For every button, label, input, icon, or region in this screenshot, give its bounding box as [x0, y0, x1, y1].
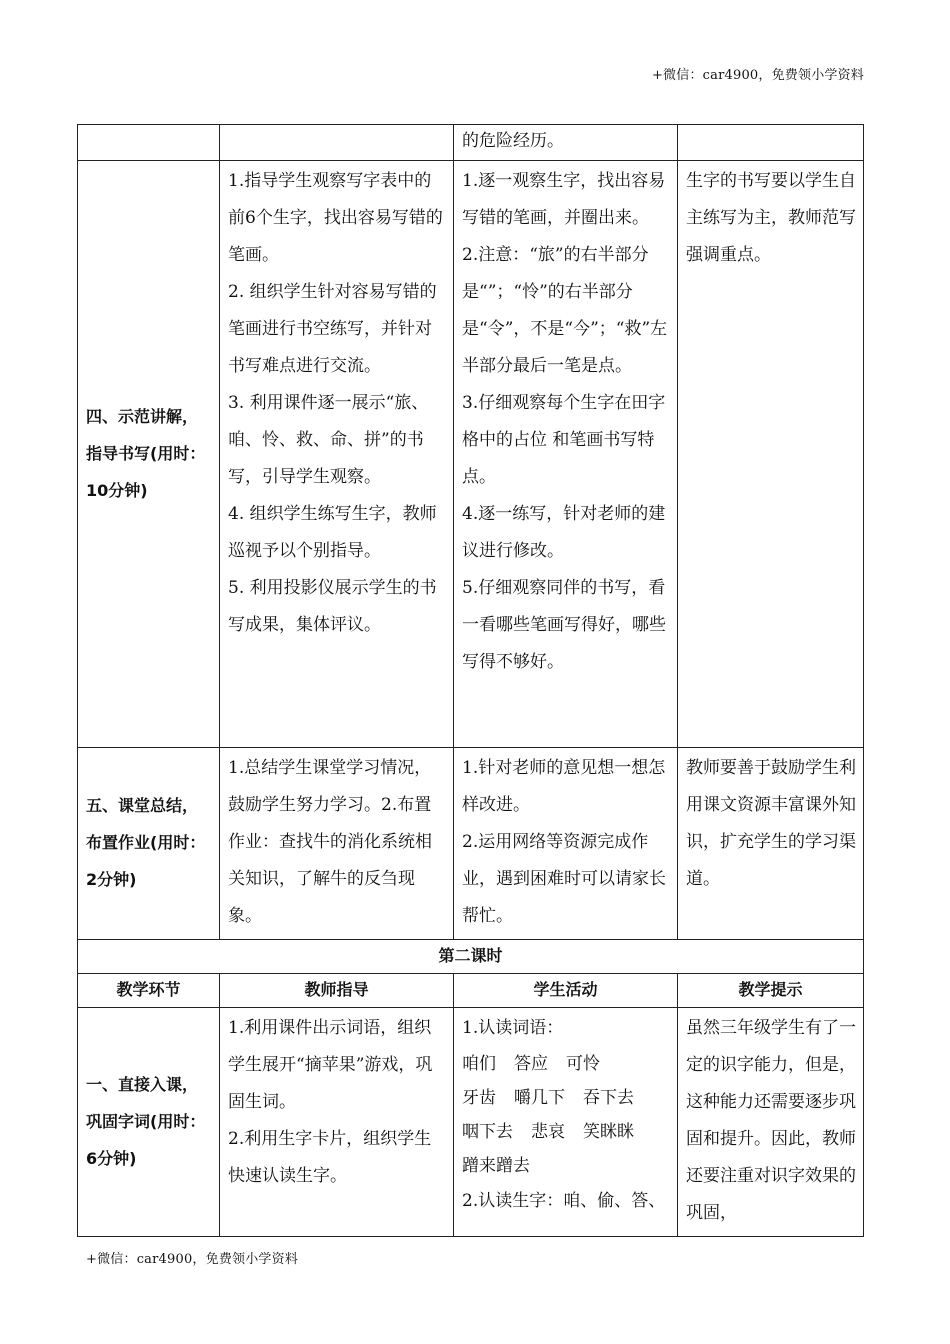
table-row-continued [78, 125, 864, 161]
teacher-step: 1.利用课件出示词语，组织学生展开“摘苹果”游戏，巩固生词。 [228, 1018, 433, 1112]
header-student: 学生活动 [454, 974, 678, 1008]
footer-note: +微信：car4900，免费领小学资料 [86, 1252, 299, 1267]
student-cell [454, 161, 678, 748]
student-step: 2.注意：“旅”的右半部分是“”；“怜”的右半部分是“令”，不是“今”；“救”左半部分最后一笔是点。 [462, 245, 668, 376]
word-row [462, 1081, 671, 1115]
header-stage: 教学环节 [78, 974, 220, 1008]
word: 答应 [514, 1054, 548, 1074]
student-step: 2.运用网络等资源完成作业，遇到困难时可以请家长帮忙。 [462, 832, 666, 926]
lesson-title: 第二课时 [78, 940, 864, 974]
stage-cell: 四、示范讲解，指导书写(用时：10分钟) [78, 161, 220, 748]
header-teacher: 教师指导 [220, 974, 454, 1008]
table-header-row [78, 974, 864, 1008]
word: 牙齿 [462, 1088, 496, 1108]
stage-cell: 一、直接入课，巩固字词(用时：6分钟) [78, 1008, 220, 1237]
header-tip: 教学提示 [678, 974, 864, 1008]
student-step: 2.认读生字：咱、偷、答、 [462, 1191, 666, 1211]
teacher-cell [220, 161, 454, 748]
student-cell [454, 1008, 678, 1237]
word: 蹭来蹭去 [462, 1156, 530, 1176]
stage-cell-empty [78, 125, 220, 161]
table-row-summary [78, 748, 864, 940]
teacher-cell [220, 1008, 454, 1237]
lesson-plan-table [77, 124, 864, 1237]
teacher-step: 3. 利用课件逐一展示“旅、咱、怜、救、命、拼”的书写，引导学生观察。 [228, 393, 429, 487]
table-row-demo-writing [78, 161, 864, 748]
word-row [462, 1149, 671, 1183]
teacher-step: 2.利用生字卡片，组织学生快速认读生字。 [228, 1129, 432, 1186]
tip-cell-empty [678, 125, 864, 161]
word: 咽下去 [462, 1122, 513, 1142]
student-step: 1.逐一观察生字，找出容易写错的笔画，并圈出来。 [462, 171, 666, 228]
header-note: +微信：car4900，免费领小学资料 [651, 68, 864, 83]
word: 吞下去 [583, 1088, 634, 1108]
student-cell [454, 748, 678, 940]
teacher-step: 1.指导学生观察写字表中的前6个生字，找出容易写错的笔画。 [228, 171, 443, 265]
teacher-cell-empty [220, 125, 454, 161]
word: 咱们 [462, 1054, 496, 1074]
teacher-step: 2. 组织学生针对容易写错的笔画进行书空练写，并针对书写难点进行交流。 [228, 282, 437, 376]
tip-cell: 教师要善于鼓励学生利用课文资源丰富课外知识，扩充学生的学习渠道。 [678, 748, 864, 940]
teacher-cell: 1.总结学生课堂学习情况，鼓励学生努力学习。2.布置作业：查找牛的消化系统相关知识，了解牛的反刍现象。 [220, 748, 454, 940]
tip-cell: 生字的书写要以学生自主练写为主，教师范写强调重点。 [678, 161, 864, 748]
stage-cell: 五、课堂总结，布置作业(用时：2分钟) [78, 748, 220, 940]
student-step: 3.仔细观察每个生字在田字格中的占位 和笔画书写特点。 [462, 393, 666, 487]
student-step: 5.仔细观察同伴的书写，看一看哪些笔画写得好，哪些写得不够好。 [462, 578, 666, 672]
student-step: 4.逐一练写，针对老师的建议进行修改。 [462, 504, 666, 561]
teacher-step: 4. 组织学生练写生字，教师巡视予以个别指导。 [228, 504, 437, 561]
student-step: 1.认读词语： [462, 1018, 564, 1038]
word-row [462, 1047, 671, 1081]
word-row [462, 1115, 671, 1149]
tip-cell: 虽然三年级学生有了一定的识字能力，但是，这种能力还需要逐步巩固和提升。因此，教师还要注重对识字效果的巩固， [678, 1008, 864, 1237]
word: 笑眯眯 [583, 1122, 634, 1142]
table-row-vocab [78, 1008, 864, 1237]
teacher-step: 5. 利用投影仪展示学生的书写成果，集体评议。 [228, 578, 437, 635]
word: 可怜 [566, 1054, 600, 1074]
word: 嚼几下 [514, 1088, 565, 1108]
lesson-title-row [78, 940, 864, 974]
student-step: 1.针对老师的意见想一想怎样改进。 [462, 758, 666, 815]
word: 悲哀 [531, 1122, 565, 1142]
student-cell: 的危险经历。 [454, 125, 678, 161]
